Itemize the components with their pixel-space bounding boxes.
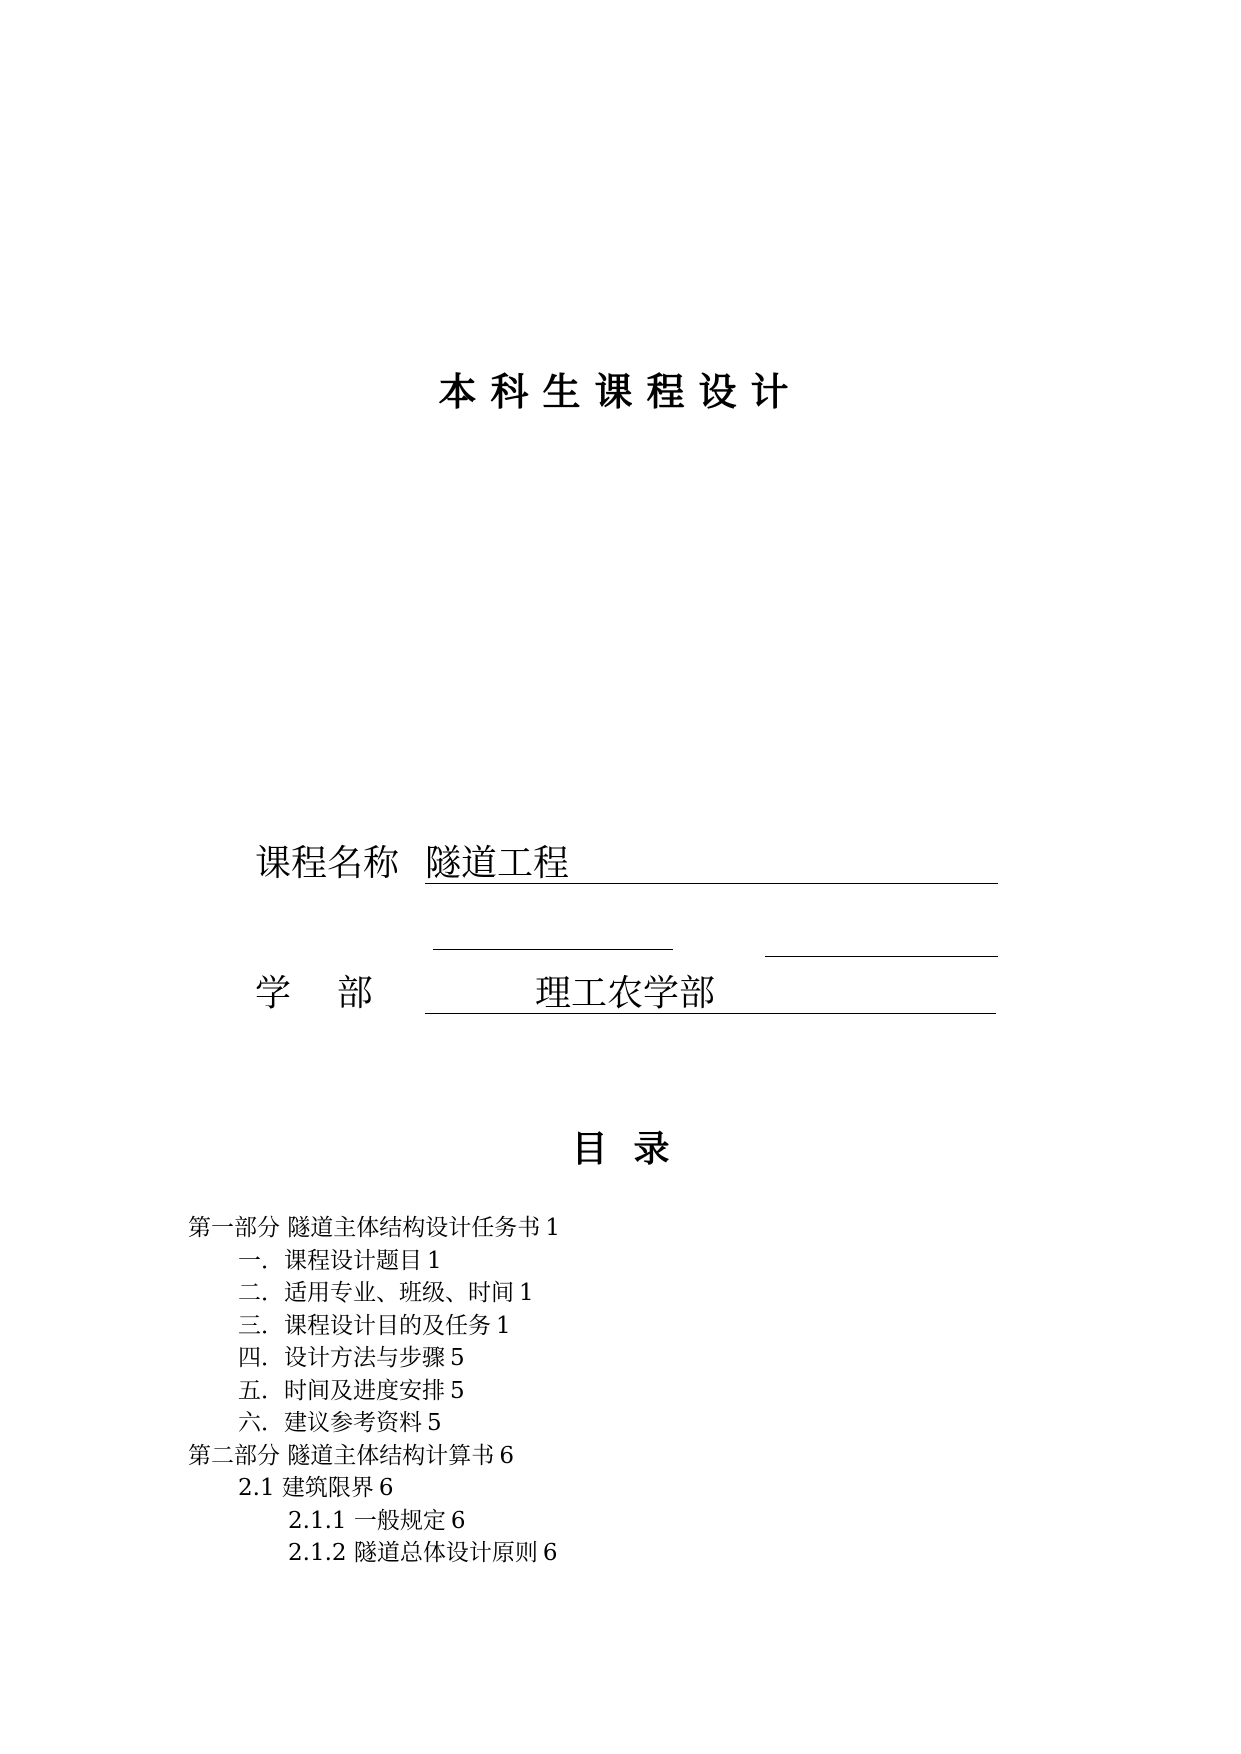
cover-title: 本科生课程设计 [438,370,803,414]
toc-entry-page: 5 [427,1410,442,1436]
toc-entry[interactable] [188,1245,560,1278]
toc-entry[interactable] [188,1212,560,1245]
toc-entry[interactable] [188,1375,560,1408]
toc-entry-text: 一．课程设计题目 [238,1247,422,1274]
department-underline [425,1013,996,1014]
toc-entry[interactable] [188,1537,560,1570]
toc-entry[interactable] [188,1310,560,1343]
toc-entry-text: 五．时间及进度安排 [238,1377,445,1404]
toc-entry-page: 6 [499,1442,514,1469]
toc-entry-text: 六．建议参考资料 [238,1410,422,1436]
toc-entry-text: 第一部分 隧道主体结构设计任务书 [188,1215,541,1241]
toc-entry[interactable] [188,1440,560,1473]
course-name-underline [425,883,998,884]
blank-field-line-right [765,956,998,957]
toc-entry-text: 2.1.2 隧道总体设计原则 [288,1540,538,1566]
toc-entry[interactable] [188,1407,560,1440]
toc-entry[interactable] [188,1342,560,1375]
toc-entry-text: 三．课程设计目的及任务 [238,1312,491,1339]
toc-entry-page: 5 [450,1377,465,1404]
toc-entry-page: 6 [378,1475,394,1501]
toc-entry-text: 2.1.1 一般规定 [288,1507,446,1534]
toc-entry-text: 2.1 建筑限界 [238,1475,374,1501]
toc-entry-page: 5 [450,1345,465,1371]
course-name-label: 课程名称 [255,843,400,884]
toc-entry-text: 二．适用专业、班级、时间 [238,1280,514,1306]
toc-entry-page: 6 [542,1540,558,1566]
toc-entry-page: 1 [427,1247,442,1274]
blank-field-line-left [433,949,673,950]
department-value: 理工农学部 [535,973,716,1014]
toc-entry[interactable] [188,1472,560,1505]
toc-entry-text: 四．设计方法与步骤 [238,1345,445,1371]
course-name-value: 隧道工程 [425,843,570,884]
toc-entry-page: 1 [496,1312,511,1339]
department-label: 学 部 [255,973,373,1014]
toc-entry[interactable] [188,1505,560,1538]
toc-entry-page: 1 [519,1280,534,1306]
toc-title: 目录 [571,1129,696,1170]
toc-entry-page: 6 [450,1507,466,1534]
toc-entry[interactable] [188,1277,560,1310]
toc-entry-page: 1 [545,1215,560,1241]
toc-entry-text: 第二部分 隧道主体结构计算书 [188,1442,495,1469]
table-of-contents [188,1212,560,1570]
